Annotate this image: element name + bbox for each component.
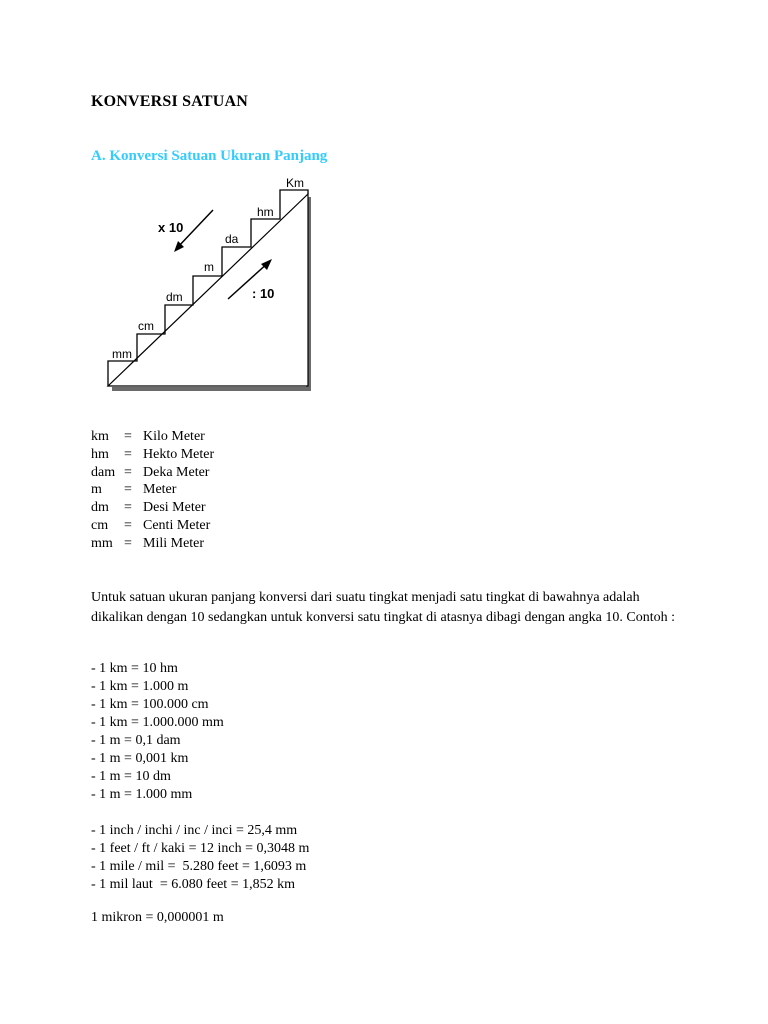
list-item: - 1 m = 10 dm (91, 769, 171, 784)
unit-equals: = (124, 500, 132, 516)
unit-abbr: hm (91, 446, 109, 462)
micron-note: 1 mikron = 0,000001 m (91, 910, 224, 925)
unit-name: Desi Meter (143, 500, 206, 516)
metric-examples-list (91, 660, 224, 804)
unit-name: Kilo Meter (143, 429, 205, 444)
list-item: - 1 mile / mil = 5.280 feet = 1,6093 m (91, 859, 307, 874)
step-label-m: m (204, 260, 214, 274)
unit-equals: = (124, 429, 132, 444)
unit-name: Centi Meter (143, 517, 211, 533)
unit-row-dam (91, 464, 214, 482)
list-item: - 1 km = 100.000 cm (91, 697, 209, 712)
unit-equals: = (124, 535, 132, 551)
unit-row-cm (91, 517, 214, 535)
unit-equals: = (124, 464, 132, 480)
unit-row-km (91, 428, 214, 446)
list-item: - 1 km = 10 hm (91, 661, 178, 676)
step-label-hm: hm (257, 205, 274, 219)
unit-name: Meter (143, 482, 177, 498)
unit-name: Mili Meter (143, 535, 205, 551)
list-item: - 1 feet / ft / kaki = 12 inch = 0,3048 m (91, 841, 310, 856)
list-item: - 1 mil laut = 6.080 feet = 1,852 km (91, 877, 295, 892)
unit-abbr: km (91, 429, 109, 444)
unit-abbr: dm (91, 500, 109, 516)
unit-equals: = (124, 446, 132, 462)
list-item: - 1 m = 1.000 mm (91, 787, 193, 802)
step-label-km: Km (286, 177, 304, 190)
document-title: KONVERSI SATUAN (91, 93, 248, 110)
imperial-examples-list (91, 822, 309, 894)
unit-name: Deka Meter (143, 464, 210, 480)
unit-equals: = (124, 482, 132, 498)
divide-label: : 10 (252, 286, 275, 301)
unit-row-mm (91, 535, 214, 553)
step-label-dm: dm (166, 290, 183, 304)
unit-abbr: dam (91, 464, 116, 480)
step-label-da: da (225, 232, 239, 246)
unit-abbr: m (91, 482, 102, 498)
list-item: - 1 km = 1.000 m (91, 679, 189, 694)
unit-row-m (91, 481, 214, 499)
unit-row-hm (91, 446, 214, 464)
step-label-mm: mm (112, 347, 132, 361)
list-item: - 1 m = 0,001 km (91, 751, 189, 766)
multiply-label: x 10 (158, 220, 184, 235)
unit-staircase-diagram (106, 177, 318, 393)
unit-abbr: cm (91, 517, 109, 533)
staircase-triangle (108, 194, 308, 386)
list-item: - 1 m = 0,1 dam (91, 733, 181, 748)
step-label-cm: cm (138, 319, 154, 333)
list-item: - 1 inch / inchi / inc / inci = 25,4 mm (91, 823, 298, 838)
unit-definitions (91, 428, 214, 553)
unit-row-dm (91, 499, 214, 517)
section-a-title: A. Konversi Satuan Ukuran Panjang (91, 148, 328, 164)
unit-equals: = (124, 517, 132, 533)
unit-name: Hekto Meter (143, 446, 215, 462)
conversion-explanation: Untuk satuan ukuran panjang konversi dari suatu tingkat menjadi satu tingkat di bawahnya adalah dikalikan dengan 10 sedangkan untuk konversi satu tingkat di atasnya dibagi dengan angka 10. Contoh : (91, 590, 675, 625)
unit-abbr: mm (91, 535, 113, 551)
list-item: - 1 km = 1.000.000 mm (91, 715, 224, 730)
staircase-svg (106, 177, 318, 393)
